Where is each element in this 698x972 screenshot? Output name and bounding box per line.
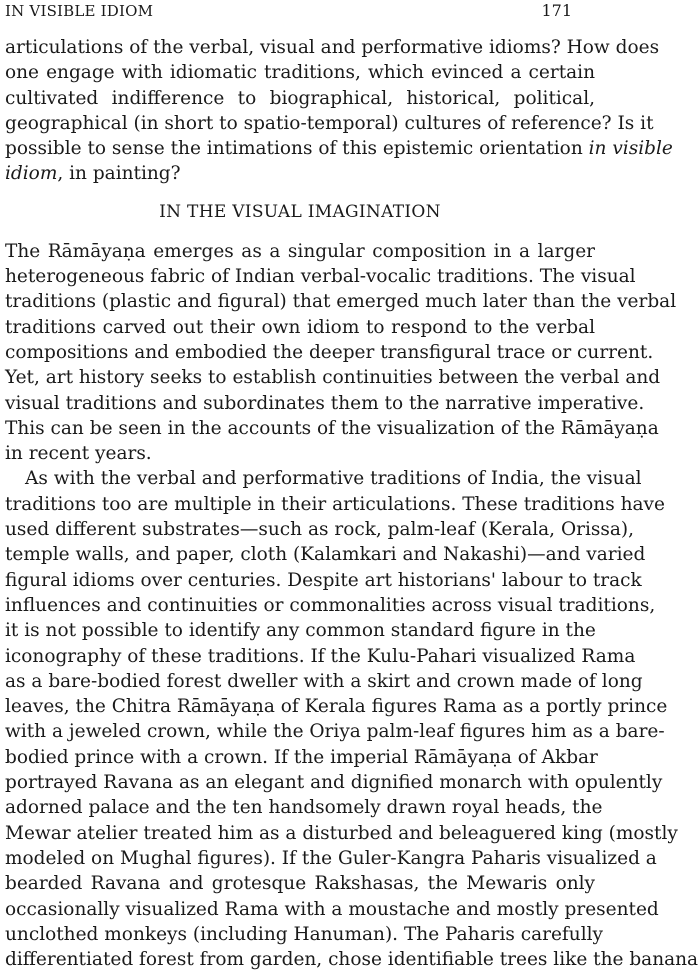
italic-phrase: idiom <box>5 163 58 185</box>
text-line: occasionally visualized Rama with a moustache and mostly presented <box>5 898 659 920</box>
text-line: as a bare-bodied forest dweller with a skirt and crown made of long <box>5 670 643 692</box>
text-line: articulations of the verbal, visual and performative idioms? How does <box>5 37 660 58</box>
text-line: it is not possible to identify any common standard figure in the <box>5 620 596 642</box>
text-line: As with the verbal and performative traditions of India, the visual <box>25 468 642 490</box>
text-line: temple walls, and paper, cloth (Kalamkari and Nakashi)—and varied <box>5 544 646 566</box>
text-line: in recent years. <box>5 443 152 465</box>
running-head: IN VISIBLE IDIOM <box>5 2 154 20</box>
text-line: differentiated forest from garden, chose identifiable trees like the banana <box>5 949 698 971</box>
text-span: possible to sense the intimations of this epistemic orientation <box>5 138 589 160</box>
paragraph <box>5 35 673 187</box>
text-line: bearded Ravana and grotesque Rakshasas, the Mewaris only <box>5 873 595 895</box>
text-line: iconography of these traditions. If the Kulu-Pahari visualized Rama <box>5 645 636 667</box>
section-heading: IN THE VISUAL IMAGINATION <box>159 201 441 222</box>
text-line: bodied prince with a crown. If the imperial Rāmāyaṇa of Akbar <box>5 746 598 768</box>
text-line: This can be seen in the accounts of the visualization of the Rāmāyaṇa <box>5 417 659 439</box>
text-line: compositions and embodied the deeper transfigural trace or current. <box>5 341 654 363</box>
text-line: The Rāmāyaṇa emerges as a singular composition in a larger <box>5 240 595 262</box>
text-line <box>5 136 673 161</box>
text-line: one engage with idiomatic traditions, which evinced a certain <box>5 62 595 84</box>
text-span: , in painting? <box>57 163 181 185</box>
text-line: Mewar atelier treated him as a disturbed and beleaguered king (mostly <box>5 822 678 844</box>
text-line: with a jeweled crown, while the Oriya palm-leaf figures him as a bare- <box>5 721 665 743</box>
italic-phrase: in visible <box>588 138 673 160</box>
text-line: cultivated indifference to biographical, historical, political, <box>5 87 595 109</box>
text-line <box>5 161 595 186</box>
text-line: Yet, art history seeks to establish continuities between the verbal and <box>5 367 661 389</box>
paragraph <box>5 466 698 972</box>
text-line: portrayed Ravana as an elegant and dignified monarch with opulently <box>5 772 663 794</box>
text-line: adorned palace and the ten handsomely drawn royal heads, the <box>5 797 603 819</box>
text-line: used different substrates—such as rock, palm-leaf (Kerala, Orissa), <box>5 519 634 541</box>
text-line: unclothed monkeys (including Hanuman). The Paharis carefully <box>5 923 603 945</box>
text-line: traditions carved out their own idiom to respond to the verbal <box>5 316 595 338</box>
text-line: modeled on Mughal figures). If the Guler-Kangra Paharis visualized a <box>5 847 657 869</box>
page-number: 171 <box>541 1 572 20</box>
text-line: leaves, the Chitra Rāmāyaṇa of Kerala figures Rama as a portly prince <box>5 696 668 718</box>
text-line: geographical (in short to spatio-temporal) cultures of reference? Is it <box>5 112 654 134</box>
text-line: heterogeneous fabric of Indian verbal-vocalic traditions. The visual <box>5 266 636 288</box>
text-line: figural idioms over centuries. Despite art historians' labour to track <box>5 569 642 591</box>
page-header <box>0 0 600 28</box>
paragraph <box>5 239 677 467</box>
text-line: visual traditions and subordinates them to the narrative imperative. <box>5 392 645 414</box>
text-line: traditions (plastic and figural) that emerged much later than the verbal <box>5 291 677 313</box>
text-line: traditions too are multiple in their articulations. These traditions have <box>5 493 665 515</box>
body-text <box>5 35 698 972</box>
text-line: influences and continuities or commonalities across visual traditions, <box>5 594 656 616</box>
